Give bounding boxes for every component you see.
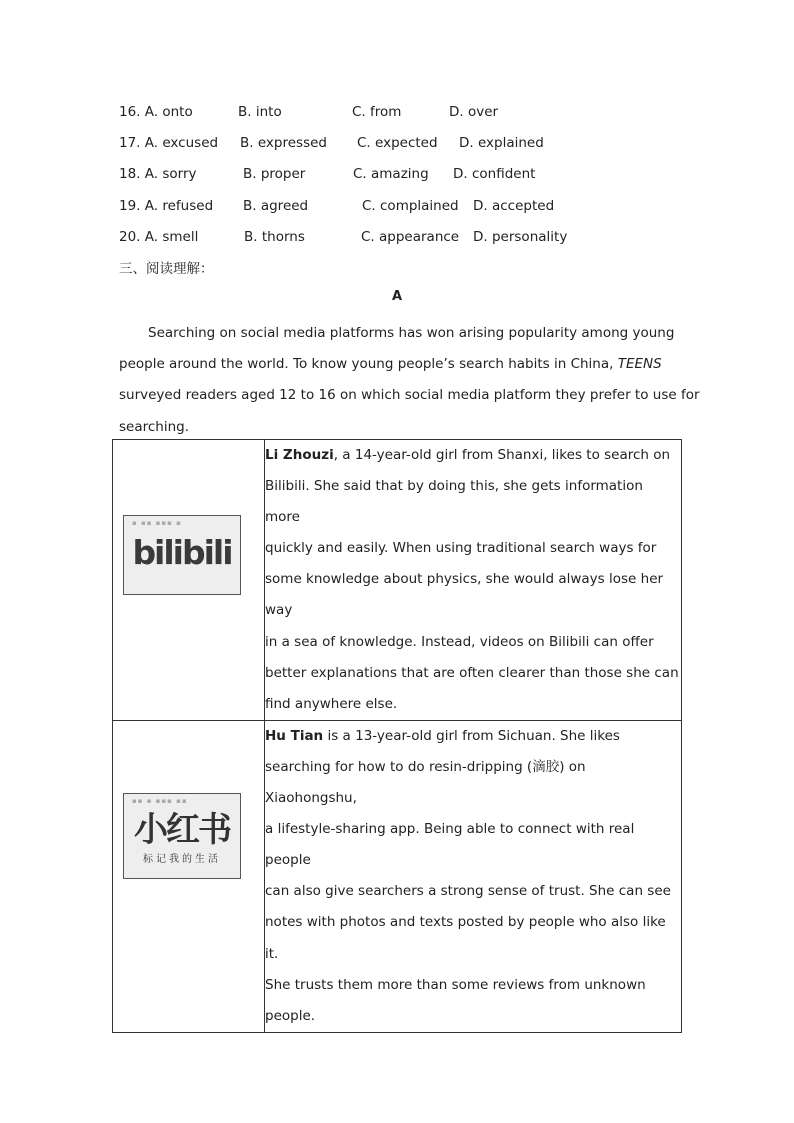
intro-line-4: searching. [119, 418, 190, 435]
profile-name: Hu Tian [265, 727, 324, 744]
profile-text: Li Zhouzi, a 14-year-old girl from Shanxi, likes to search on Bilibili. She said that by doing this, she gets information more quickly and easily. When using traditional search ways for some knowledge about physics, she would always lose her way in a sea of knowledge. Instead, videos on Bilibili can offer better explanations that are often clearer than those she can find anywhere else. [265, 440, 682, 721]
option-17-c: C. expected [357, 135, 438, 152]
passage-letter: A [391, 289, 403, 304]
table-row [113, 720, 682, 1032]
option-16-a: 16. A. onto [119, 104, 193, 120]
intro-line-3: surveyed readers aged 12 to 16 on which social media platform they prefer to use for [119, 387, 700, 404]
option-19-a: 19. A. refused [119, 197, 214, 214]
option-16-b: B. into [238, 104, 282, 120]
option-18-c: C. amazing [353, 166, 429, 183]
teens-title: TEENS [617, 356, 662, 373]
option-16-d: D. over [449, 104, 499, 120]
logo-cell [113, 720, 265, 1032]
option-18-b: B. proper [243, 166, 306, 183]
option-20-b: B. thorns [244, 228, 305, 245]
profiles-table [112, 439, 682, 1033]
xiaohongshu-logo: ▪▪ ▪ ▪▪▪ ▪▪ 小红书 标记我的生活 [123, 793, 241, 879]
passage-intro [119, 318, 700, 443]
option-19-b: B. agreed [243, 197, 309, 214]
intro-line-2: people around the world. To know young people’s search habits in China, TEENS [119, 356, 662, 373]
section-heading: 三、阅读理解： [119, 261, 214, 277]
bilibili-logo: ▪ ▪▪ ▪▪▪ ▪ bilibili [123, 515, 241, 595]
intro-line-1: Searching on social media platforms has won arising popularity among young [148, 325, 675, 341]
option-18-d: D. confident [453, 166, 536, 183]
option-16-c: C. from [352, 104, 402, 120]
option-17-a: 17. A. excused [119, 135, 219, 152]
option-18-a: 18. A. sorry [119, 166, 197, 183]
table-row [113, 440, 682, 721]
logo-cell [113, 440, 265, 721]
option-20-d: D. personality [473, 228, 568, 245]
option-20-c: C. appearance [361, 228, 460, 245]
profile-text: Hu Tian is a 13-year-old girl from Sichuan. She likes searching for how to do resin-dripping (滴胶) on Xiaohongshu, a lifestyle-sharing app. Being able to connect with real people can also give searchers a strong sense of trust. She can see notes with photos and texts posted by people who also like it. She trusts them more than some reviews from unknown people. [265, 720, 682, 1032]
profile-name: Li Zhouzi [265, 447, 334, 463]
option-20-a: 20. A. smell [119, 228, 199, 245]
option-17-d: D. explained [459, 135, 544, 152]
option-19-d: D. accepted [473, 197, 555, 214]
option-19-c: C. complained [362, 197, 459, 214]
option-17-b: B. expressed [240, 135, 327, 152]
